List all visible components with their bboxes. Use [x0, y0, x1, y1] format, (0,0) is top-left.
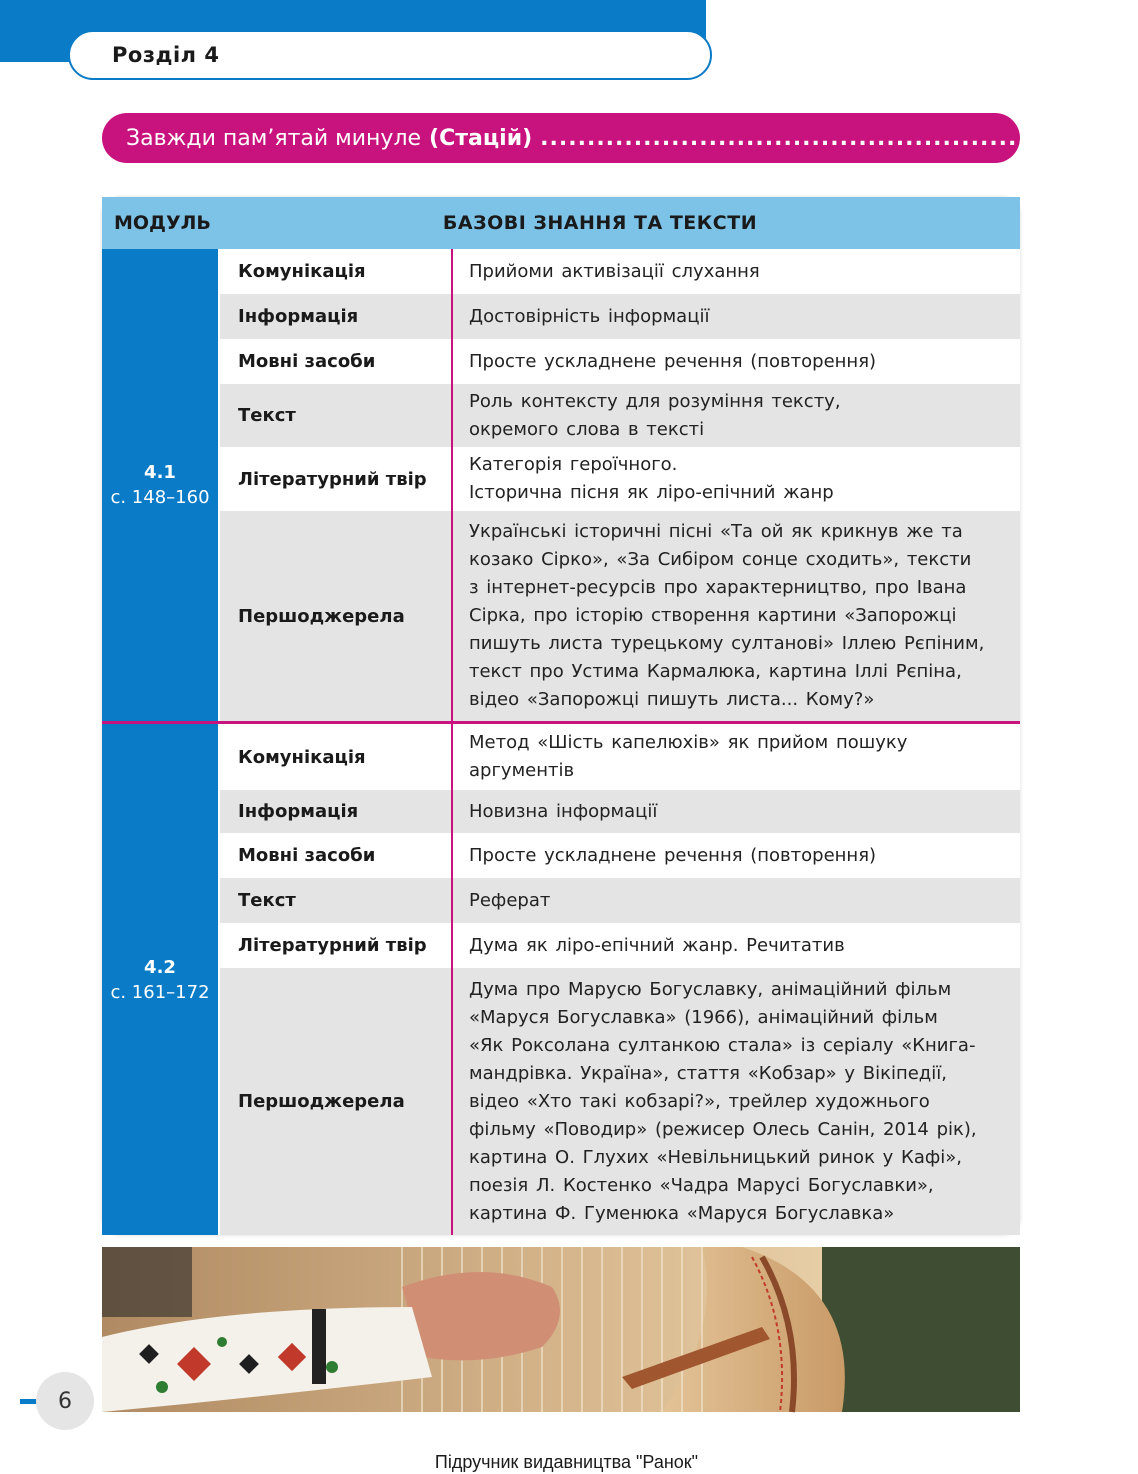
row-category: Першоджерела — [220, 511, 453, 721]
module-cell — [102, 249, 220, 721]
row-value: Новизна інформації — [469, 800, 658, 822]
row-value: Роль контексту для розуміння тексту, окремого слова в тексті — [469, 390, 841, 440]
row-category: Мовні засоби — [220, 833, 453, 878]
table-row — [220, 968, 1020, 1235]
row-category: Комунікація — [220, 724, 453, 790]
row-category: Мовні засоби — [220, 339, 453, 384]
header-module: МОДУЛЬ — [114, 212, 211, 234]
row-value: Просте ускладнене речення (повторення) — [469, 350, 877, 372]
table-row — [220, 339, 1020, 384]
module-pages: с. 161–172 — [110, 981, 210, 1003]
table-row — [220, 878, 1020, 923]
module-4-2 — [102, 721, 1020, 1235]
chapter-title: Розділ 4 — [112, 43, 220, 67]
row-value: Реферат — [469, 889, 551, 911]
table-row — [220, 294, 1020, 339]
module-number: 4.1 — [144, 462, 176, 483]
page-number: 6 — [36, 1372, 94, 1430]
section-title: Завжди пам’ятай минуле — [126, 125, 422, 151]
row-value: Достовірність інформації — [469, 305, 710, 327]
row-category: Першоджерела — [220, 968, 453, 1235]
module-4-1 — [102, 249, 1020, 721]
table-row — [220, 790, 1020, 833]
module-pages: с. 148–160 — [110, 487, 210, 508]
bandura-photo — [102, 1247, 1020, 1412]
module-cell — [102, 724, 220, 1235]
table-row — [220, 923, 1020, 968]
row-value: Дума про Марусю Богуславку, анімаційний фільм «Маруся Богуславка» (1966), анімаційний фільм «Як Роксолана султанкою стала» із серіалу «Книга- мандрівка. Україна», стаття «Кобзар» у Вікіпедії, відео «Хто такі кобзарі?», трейлер художнього фільму «Поводир» (режисер Олесь Санін, 2014 рік), картина О. Глухих «Невільницький ринок у Кафі», поезія Л. Костенко «Чадра Марусі Богуславки», картина Ф. Гуменюка «Маруся Богуславка» — [469, 978, 977, 1224]
row-category: Комунікація — [220, 249, 453, 294]
row-value: Дума як ліро-епічний жанр. Речитатив — [469, 934, 845, 956]
modules-table — [102, 197, 1020, 1235]
table-row — [220, 249, 1020, 294]
bandura-illustration — [102, 1247, 1020, 1412]
table-row — [220, 833, 1020, 878]
section-leader-dots: .................................................... — [540, 125, 1027, 151]
table-row — [220, 447, 1020, 511]
row-value: Метод «Шість капелюхів» як прийом пошуку аргументів — [469, 732, 908, 781]
row-category: Інформація — [220, 790, 453, 833]
row-value: Просте ускладнене речення (повторення) — [469, 844, 877, 866]
row-category: Літературний твір — [220, 447, 453, 511]
row-category: Літературний твір — [220, 923, 453, 968]
module-number: 4.2 — [144, 956, 176, 978]
row-category: Текст — [220, 878, 453, 923]
table-row — [220, 511, 1020, 721]
row-value: Українські історичні пісні «Та ой як крикнув же та козако Сірко», «За Сибіром сонце сходить», тексти з інтернет-ресурсів про характерництво, про Івана Сірка, про історію створення картини «Запорожці пишуть листа турецькому султанові» Іллею Рєпіним, текст про Устима Кармалюка, картина Іллі Рєпіна, відео «Запорожці пишуть листа... Кому?» — [469, 521, 985, 710]
section-author: (Стацій) — [429, 125, 533, 151]
publisher-footer: Підручник видавництва "Ранок" — [434, 1452, 699, 1472]
row-value: Категорія героїчного. Історична пісня як ліро-епічний жанр — [469, 454, 834, 503]
table-header — [102, 197, 1020, 249]
table-row — [220, 724, 1020, 790]
section-pages: 146–147 — [1034, 125, 1138, 151]
header-base-knowledge: БАЗОВІ ЗНАННЯ ТА ТЕКСТИ — [442, 212, 758, 234]
row-value: Прийоми активізації слухання — [469, 260, 760, 282]
chapter-header — [68, 30, 712, 80]
section-banner — [102, 113, 1138, 163]
row-category: Інформація — [220, 294, 453, 339]
row-category: Текст — [220, 384, 453, 447]
table-row — [220, 384, 1020, 447]
